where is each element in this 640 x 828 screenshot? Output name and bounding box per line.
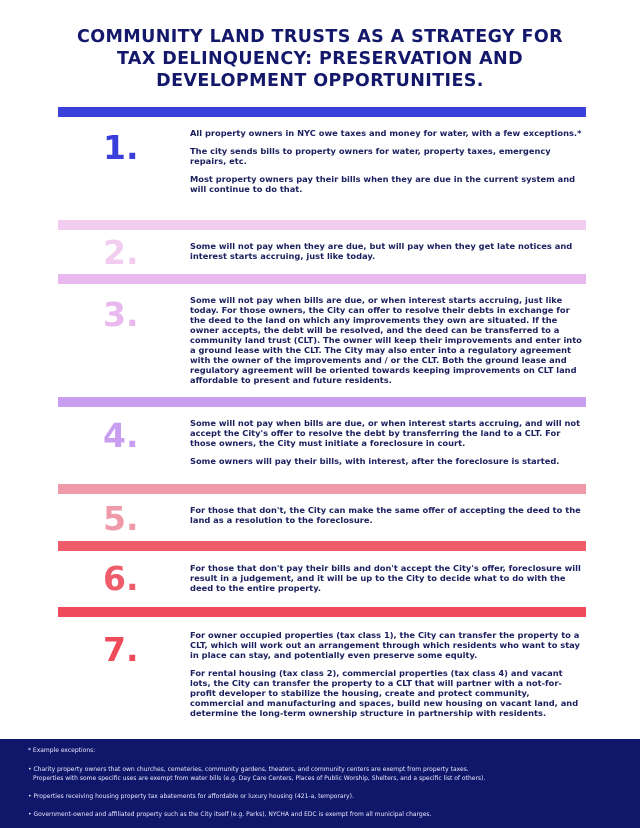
step-paragraph: For rental housing (tax class 2), commercial properties (tax class 4) and vacant lots, the City can transfer the property to a CLT that will partner with a not-for-profit developer to stabilize the housing, create and protect community, commercial and manufacturing and spaces, build new housing on vacant land, and determine the long-term ownership structure in partnership with residents. [190,668,579,718]
divider-bar-7 [58,607,586,617]
step-number: 6. [103,559,139,598]
step-text [190,563,586,601]
step-text [190,505,586,533]
step-text [190,418,586,474]
divider-bar-3 [58,274,586,284]
step-number: 3. [103,295,139,334]
divider-bar-4 [58,397,586,407]
footnote-item: • Government-owned and affiliated property such as the City itself (e.g. Parks), NYCHA and EDC is exempt from all municipal charges. [28,811,432,818]
step-number: 7. [103,630,139,669]
step-paragraph: Some will not pay when they are due, but will pay when they get late notices and interest starts accruing, just like today. [190,241,573,261]
title-line-3: DEVELOPMENT OPPORTUNITIES. [156,71,484,91]
divider-bar-2 [58,220,586,230]
footnote-heading: * Example exceptions: [28,747,96,754]
title-line-2: TAX DELINQUENCY: PRESERVATION AND [116,49,524,69]
footnote-item: • Properties receiving housing property tax abatements for affordable or luxury housing (421-a, temporary). [28,793,354,800]
divider-bar-5 [58,484,586,494]
step-text [190,241,586,269]
step-paragraph: Some will not pay when bills are due, or when interest starts accruing, just like today. For those owners, the City can offer to resolve their debts in exchange for the deed to the land on which any improvements they own are situated. If the owner accepts, the debt will be resolved, and the deed can be transferred to a community land trust (CLT). The owner will keep their improvements and enter into a ground lease with the CLT. The City may also enter into a regulatory agreement with the owner of the improvements and / or the CLT. Both the ground lease and regulatory agreement will be oriented towards keeping improvements on CLT land affordable to present and future residents. [190,295,582,385]
step-paragraph: Some will not pay when bills are due, or when interest starts accruing, and will not accept the City's offer to resolve the debt by transferring the land to a CLT. For those owners, the City must initiate a foreclosure in court. [190,418,581,448]
step-paragraph: For those that don't, the City can make the same offer of accepting the deed to the land as a resolution to the foreclosure. [190,505,581,525]
step-number: 5. [103,499,139,538]
step-paragraph: Most property owners pay their bills when they are due in the current system and will continue to do that. [190,174,576,194]
step-paragraph: The city sends bills to property owners for water, property taxes, emergency repairs, etc. [190,146,551,166]
footnotes-panel [0,739,640,828]
step-paragraph: For those that don't pay their bills and don't accept the City's offer, foreclosure will result in a judgement, and it will be up to the City to decide what to do with the deed to the entire property. [190,563,581,593]
step-number: 2. [103,233,139,272]
step-paragraph: All property owners in NYC owe taxes and money for water, with a few exceptions.* [190,128,582,138]
step-number: 4. [103,416,139,455]
step-text [190,630,586,726]
divider-bar-6 [58,541,586,551]
page-title [30,26,610,92]
title-line-1: COMMUNITY LAND TRUSTS AS A STRATEGY FOR [76,27,564,47]
footnote-item-continued: Properties with some specific uses are exempt from water bills (e.g. Day Care Centers, Places of Public Worship, Shelters, and a specific list of others). [33,775,486,782]
step-number: 1. [103,128,139,167]
footnote-item: • Charity property owners that own churches, cemeteries, community gardens, theaters, and community centers are exempt from property taxes. [28,766,469,773]
step-paragraph: For owner occupied properties (tax class 1), the City can transfer the property to a CLT, which will work out an arrangement through which residents who want to stay in place can stay, and potentially even preserve some equity. [190,630,580,660]
step-paragraph: Some owners will pay their bills, with interest, after the foreclosure is started. [190,456,560,466]
divider-bar-1 [58,107,586,117]
step-text [190,295,586,393]
step-text [190,128,586,202]
